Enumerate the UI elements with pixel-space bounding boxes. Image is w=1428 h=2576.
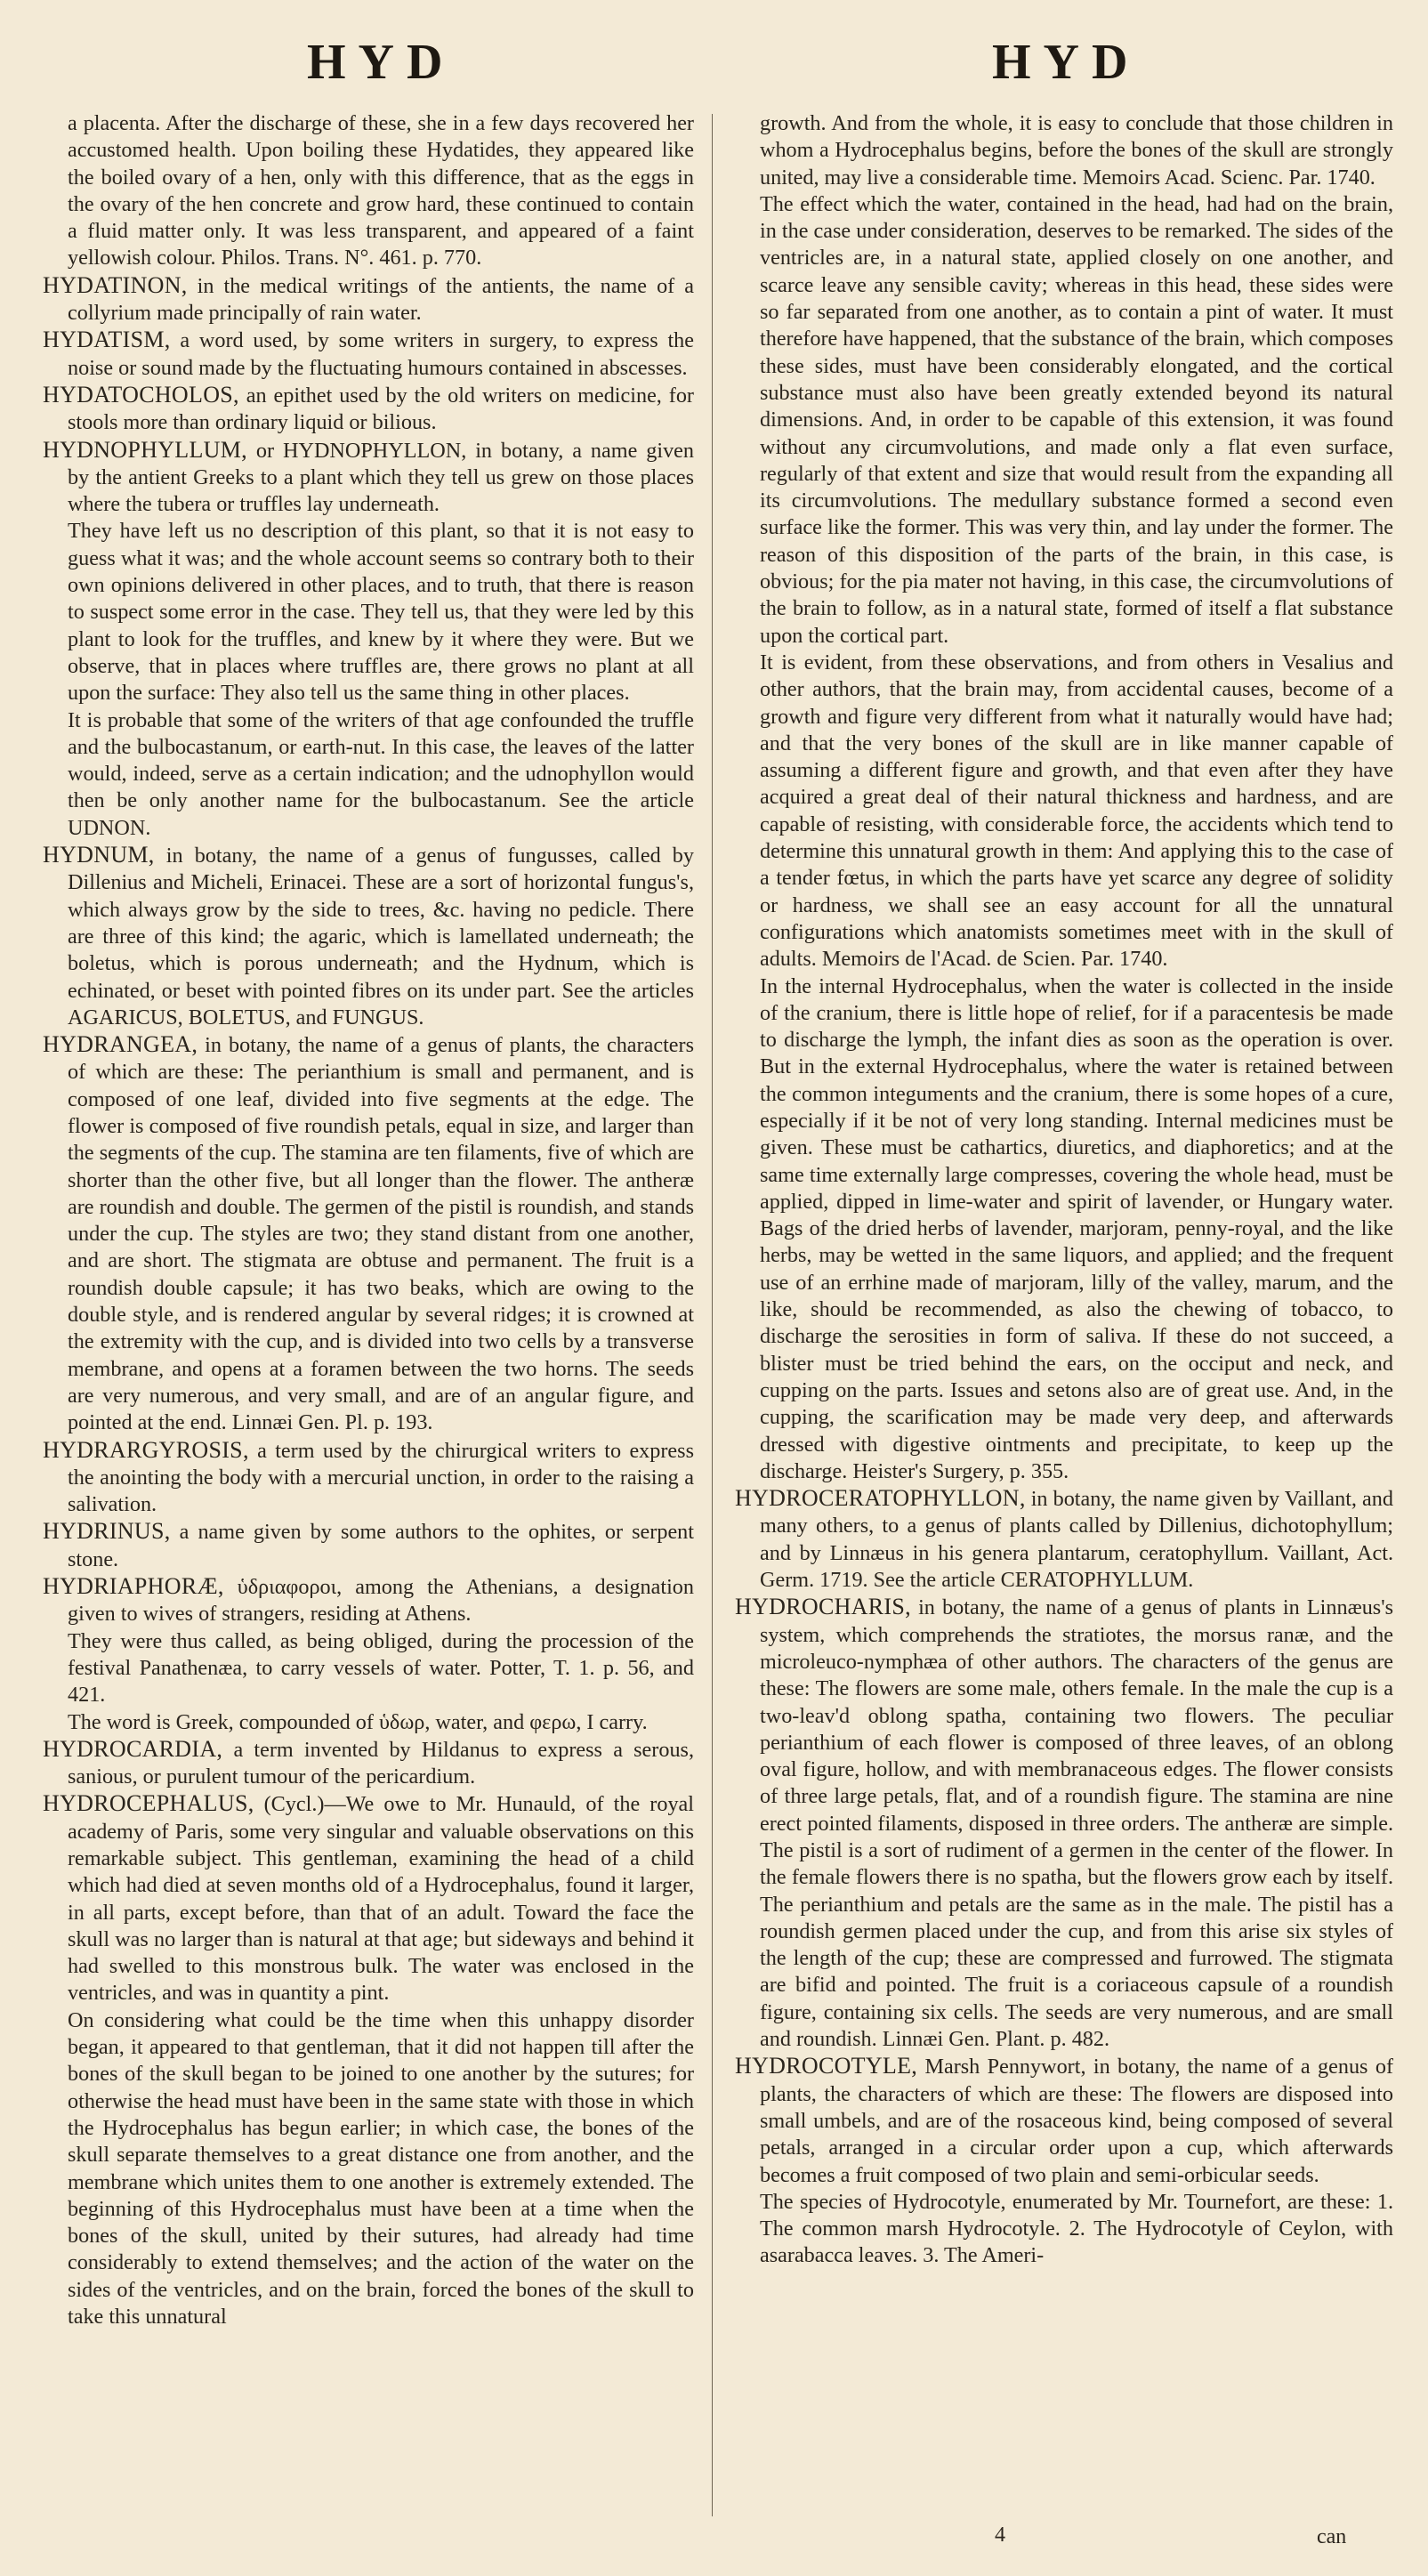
paragraph [43, 518, 694, 707]
column-divider [712, 114, 713, 2516]
paragraph [43, 707, 694, 842]
entry-headword: HYDROCEPHALUS, [43, 1790, 254, 1817]
paragraph [43, 2007, 694, 2331]
entry-headword: HYDROCARDIA, [43, 1735, 223, 1762]
entry-headword: HYDRANGEA, [43, 1031, 198, 1058]
dictionary-entry [43, 327, 694, 382]
entry-text: The species of Hydrocotyle, enumerated by Mr. Tournefort, are these: 1. The common marsh Hydrocotyle. 2. The Hydrocotyle of Ceylon, with asarabacca leaves. 3. The Ameri- [760, 2189, 1393, 2268]
entry-text: The word is Greek, compounded of ὑδωρ, water, and φερω, I carry. [68, 1709, 648, 1734]
paragraph [735, 110, 1393, 191]
running-head-left: HYD [307, 35, 456, 90]
dictionary-entry [43, 1031, 694, 1436]
entry-text: an epithet used by the old writers on medicine, for stools more than ordinary liquid or bilious. [68, 383, 694, 435]
paragraph [735, 191, 1393, 650]
entry-text: a term used by the chirurgical writers to express the anointing the body with a mercurial unction, in order to the raising a salivation. [68, 1438, 694, 1517]
entry-headword: HYDATINON, [43, 271, 188, 298]
entry-headword: HYDATOCHOLOS, [43, 381, 239, 408]
entry-headword: HYDATISM, [43, 327, 171, 353]
entry-text: or HYDNOPHYLLON, in botany, a name given by the antient Greeks to a plant which they tell us grew on those places where the tubera or truffles lay underneath. [68, 438, 694, 517]
entry-text: (Cycl.)—We owe to Mr. Hunauld, of the royal academy of Paris, some very singular and valuable observations on this remarkable subject. This gentleman, examining the head of a child which had died at seven months old of a Hydrocephalus, found it larger, in all parts, except before, than that of an adult. Toward the face the skull was no larger than is natural at that age; but sideways and behind it had swelled to this monstrous bulk. The water was enclosed in the ventricles, and was in quantity a pint. [68, 1792, 694, 2006]
entry-text: a word used, by some writers in surgery, to express the noise or sound made by the fluctuating humours contained in abscesses. [68, 328, 694, 380]
dictionary-entry [43, 1437, 694, 1519]
entry-headword: HYDROCERATOPHYLLON, [735, 1485, 1026, 1512]
entry-text: a name given by some authors to the ophites, or serpent stone. [68, 1520, 694, 1571]
entry-text: in botany, the name of a genus of plants, the characters of which are these: The perianthium is small and permanent, and is composed of one leaf, divided into five segments at the edge. The flower is composed of five roundish petals, equal in size, and larger than the segments of the cup. The stamina are ten filaments, five of which are shorter than the other five, but all longer than the flower. The antheræ are roundish and double. The germen of the pistil is roundish, and stands under the cup. The styles are two; they stand distant from one another, and are short. The stigmata are obtuse and permanent. The fruit is a roundish double capsule; it has two beaks, which are owing to the double style, and is rendered angular by several ridges; it is crowned at the extremity with the cup, and is divided into two cells by a transverse membrane, and opens at a foramen between the two horns. The seeds are very numerous, and very small, and are of an angular figure, and pointed at the end. Linnæi Gen. Pl. p. 193. [68, 1033, 694, 1435]
entry-text: They have left us no description of this plant, so that it is not easy to guess what it was; and the whole account seems so contrary both to their own opinions delivered in other places, and to truth, that there is reason to suspect some error in the case. They tell us, that they were led by this plant to look for the truffles, and knew by it where they were. But we observe, that in places where truffles are, there grows no plant at all upon the surface: They also tell us the same thing in other places. [68, 519, 694, 706]
dictionary-entry [735, 1594, 1393, 2053]
page-number: 4 [995, 2524, 1005, 2547]
paragraph [735, 2189, 1393, 2270]
dictionary-entry [735, 2053, 1393, 2188]
entry-text: growth. And from the whole, it is easy to conclude that those children in whom a Hydrocephalus begins, before the bones of the skull are strongly united, may live a considerable time. Memoirs Acad. Scienc. Par. 1740. [760, 111, 1393, 190]
entry-headword: HYDRINUS, [43, 1518, 171, 1545]
entry-text: in botany, the name given by Vaillant, and many others, to a genus of plants called by Dillenius, dichotophyllum; and by Linnæus in his genera plantarum, ceratophyllum. Vaillant, Act. Germ. 1719. See the article CERATOPHYLLUM. [760, 1487, 1393, 1593]
entry-text: in the medical writings of the antients, the name of a collyrium made principally of rain water. [68, 273, 694, 326]
dictionary-entry [43, 1736, 694, 1791]
dictionary-entry [43, 1790, 694, 2007]
paragraph [735, 650, 1393, 973]
dictionary-entry [735, 1485, 1393, 1594]
entry-headword: HYDNOPHYLLUM, [43, 436, 247, 463]
entry-text: The effect which the water, contained in the head, had had on the brain, in the case under consideration, deserves to be remarked. The sides of the ventricles are, in a natural state, applied closely on one another, and scarce leave any sensible cavity; whereas in this head, these sides were so far separated from one another, as to contain a pint of water. It must therefore have happened, that the substance of the brain, which composes these sides, must have been considerably elongated, and the cortical substance must also have been greatly extended beyond its natural dimensions. And, in order to be capable of this extension, it was found without any circumvolutions, and made only a flat even surface, regularly of that extent and size that would result from the expanding all its circumvolutions. The medullary substance formed a second even surface like the former. This was very thin, and lay under the former. The reason of this disposition of the parts of the brain, in this case, is obvious; for the pia mater not having, in this case, the circumvolutions of the brain to follow, as in a natural state, formed of itself a flat substance upon the cortical part. [760, 191, 1393, 648]
entry-headword: HYDROCOTYLE, [735, 2053, 918, 2079]
entry-text: a placenta. After the discharge of these, she in a few days recovered her accustomed health. Upon boiling these Hydatides, they appeared like the boiled ovary of a hen, only with this difference, that as the eggs in the ovary of the hen concrete and grow hard, these continued to contain a fluid matter only. It was less transparent, and appeared of a faint yellowish colour. Philos. Trans. N°. 461. p. 770. [68, 111, 694, 271]
right-column [735, 110, 1393, 2522]
entry-text: It is probable that some of the writers of that age confounded the truffle and the bulbocastanum, or earth-nut. In this case, the leaves of the latter would, indeed, serve as a certain indication; and the udnophyllon would then be only another name for the bulbocastanum. See the article UDNON. [68, 707, 694, 840]
catchword: can [1317, 2525, 1347, 2548]
entry-text: Marsh Pennywort, in botany, the name of a genus of plants, the characters of which are these: The flowers are disposed into small umbels, and are of the rosaceous kind, being composed of several petals, arranged in a circular order upon a cup, which afterwards becomes a fruit composed of two plain and semi-orbicular seeds. [760, 2055, 1393, 2187]
entry-text: It is evident, from these observations, and from others in Vesalius and other authors, that the brain may, from accidental causes, become of a growth and figure very different from what it naturally would have had; and that the very bones of the skull are in like manner capable of assuming a different figure and growth, and that even after they have acquired a great deal of their natural thickness and hardness, and are capable of resisting, with considerable force, the accidents which tend to determine this unnatural growth in them: And applying this to the case of a tender fœtus, in which the parts have yet scarce any degree of solidity or hardness, we shall see an easy account for all the unnatural configurations which anatomists sometimes meet with in the skull of adults. Memoirs de l'Acad. de Scien. Par. 1740. [760, 650, 1393, 972]
dictionary-entry [43, 272, 694, 327]
left-column [43, 110, 694, 2522]
entry-headword: HYDRARGYROSIS, [43, 1436, 249, 1463]
dictionary-entry [43, 382, 694, 437]
dictionary-entry [43, 842, 694, 1031]
dictionary-entry [43, 437, 694, 519]
entry-headword: HYDNUM, [43, 842, 155, 868]
entry-headword: HYDROCHARIS, [735, 1594, 911, 1620]
dictionary-entry [43, 1518, 694, 1573]
entry-text: ὑδριαφοροι, among the Athenians, a designation given to wives of strangers, residing at Athens. [68, 1575, 694, 1627]
entry-text: They were thus called, as being obliged, during the procession of the festival Panathenæa, to carry vessels of water. Potter, T. 1. p. 56, and 421. [68, 1628, 694, 1708]
paragraph [43, 1709, 694, 1736]
entry-text: in botany, the name of a genus of plants in Linnæus's system, which comprehends the stratiotes, the morsus ranæ, and the microleuco-nymphæa of other authors. The characters of the genus are these: The flowers are some male, others female. In the male the cup is a two-leav'd oblong spatha, containing two flowers. The peculiar perianthium of each flower is composed of three leaves, of an oblong oval figure, hollow, and with membranaceous edges. The flower consists of three large petals, flat, and of a roundish figure. The stamina are nine erect pointed filaments, disposed in three orders. The antheræ are simple. The pistil is a sort of rudiment of a germen in the center of the flower. In the female flowers there is no spatha, but the flowers grow each by itself. The perianthium and petals are the same as in the male. The pistil has a roundish germen placed under the cup, and from this arise six styles of the length of the cup; these are compressed and furrowed. The stigmata are bifid and pointed. The fruit is a coriaceous capsule of a roundish figure, containing six cells. The seeds are very numerous, and are small and roundish. Linnæi Gen. Plant. p. 482. [760, 1595, 1393, 2052]
entry-text: a term invented by Hildanus to express a serous, sanious, or purulent tumour of the pericardium. [68, 1737, 694, 1789]
paragraph [43, 110, 694, 272]
dictionary-entry [43, 1573, 694, 1628]
entry-text: On considering what could be the time when this unhappy disorder began, it appeared to that gentleman, that it did not happen till after the bones of the skull began to be joined to one another by the sutures; for otherwise the head must have been in the same state with those in which the Hydrocephalus has begun earlier; in which case, the bones of the skull separate themselves to a great distance one from another, and the membrane which unites them to one another is extremely extended. The beginning of this Hydrocephalus must have been at a time when the bones of the skull, united by their sutures, had already had time considerably to extend themselves; and the action of the water on the sides of the ventricles, and on the brain, forced the bones of the skull to take this unnatural [68, 2007, 694, 2330]
paragraph [43, 1628, 694, 1709]
running-head-right: HYD [992, 35, 1141, 90]
entry-text: in botany, the name of a genus of fungusses, called by Dillenius and Micheli, Erinacei. These are a sort of horizontal fungus's, which always grow by the side to trees, &c. having no pedicle. There are three of this kind; the agaric, which is lamellated underneath; the boletus, which is porous underneath; and the Hydnum, which is echinated, or beset with pointed fibres on its under part. See the articles AGARICUS, BOLETUS, and FUNGUS. [68, 844, 694, 1030]
entry-headword: HYDRIAPHORÆ, [43, 1573, 224, 1600]
entry-text: In the internal Hydrocephalus, when the water is collected in the inside of the cranium, there is little hope of relief, for if a paracentesis be made to discharge the lymph, the infant dies as soon as the operation is over. But in the external Hydrocephalus, where the water is retained between the common integuments and the cranium, there is some hopes of a cure, especially if it be not of very long standing. Internal medicines must be given. These must be cathartics, diuretics, and diaphoretics; and at the same time externally large compresses, covering the whole head, must be applied, dipped in lime-water and spirit of lavender, or Hungary water. Bags of the dried herbs of lavender, marjoram, penny-royal, and the like herbs, may be wetted in the same liquors, and applied; and the frequent use of an errhine made of marjoram, lilly of the valley, marum, and the like, should be recommended, as also the chewing of tobacco, to discharge the serosities in form of saliva. If these do not succeed, a blister must be tried behind the ears, on the occiput and neck, and cupping on the parts. Issues and setons also are of great use. And, in the cupping, the scarification may be made very deep, and afterwards dressed with digestive ointments and precipitate, to keep up the discharge. Heister's Surgery, p. 355. [760, 973, 1393, 1483]
paragraph [735, 973, 1393, 1486]
